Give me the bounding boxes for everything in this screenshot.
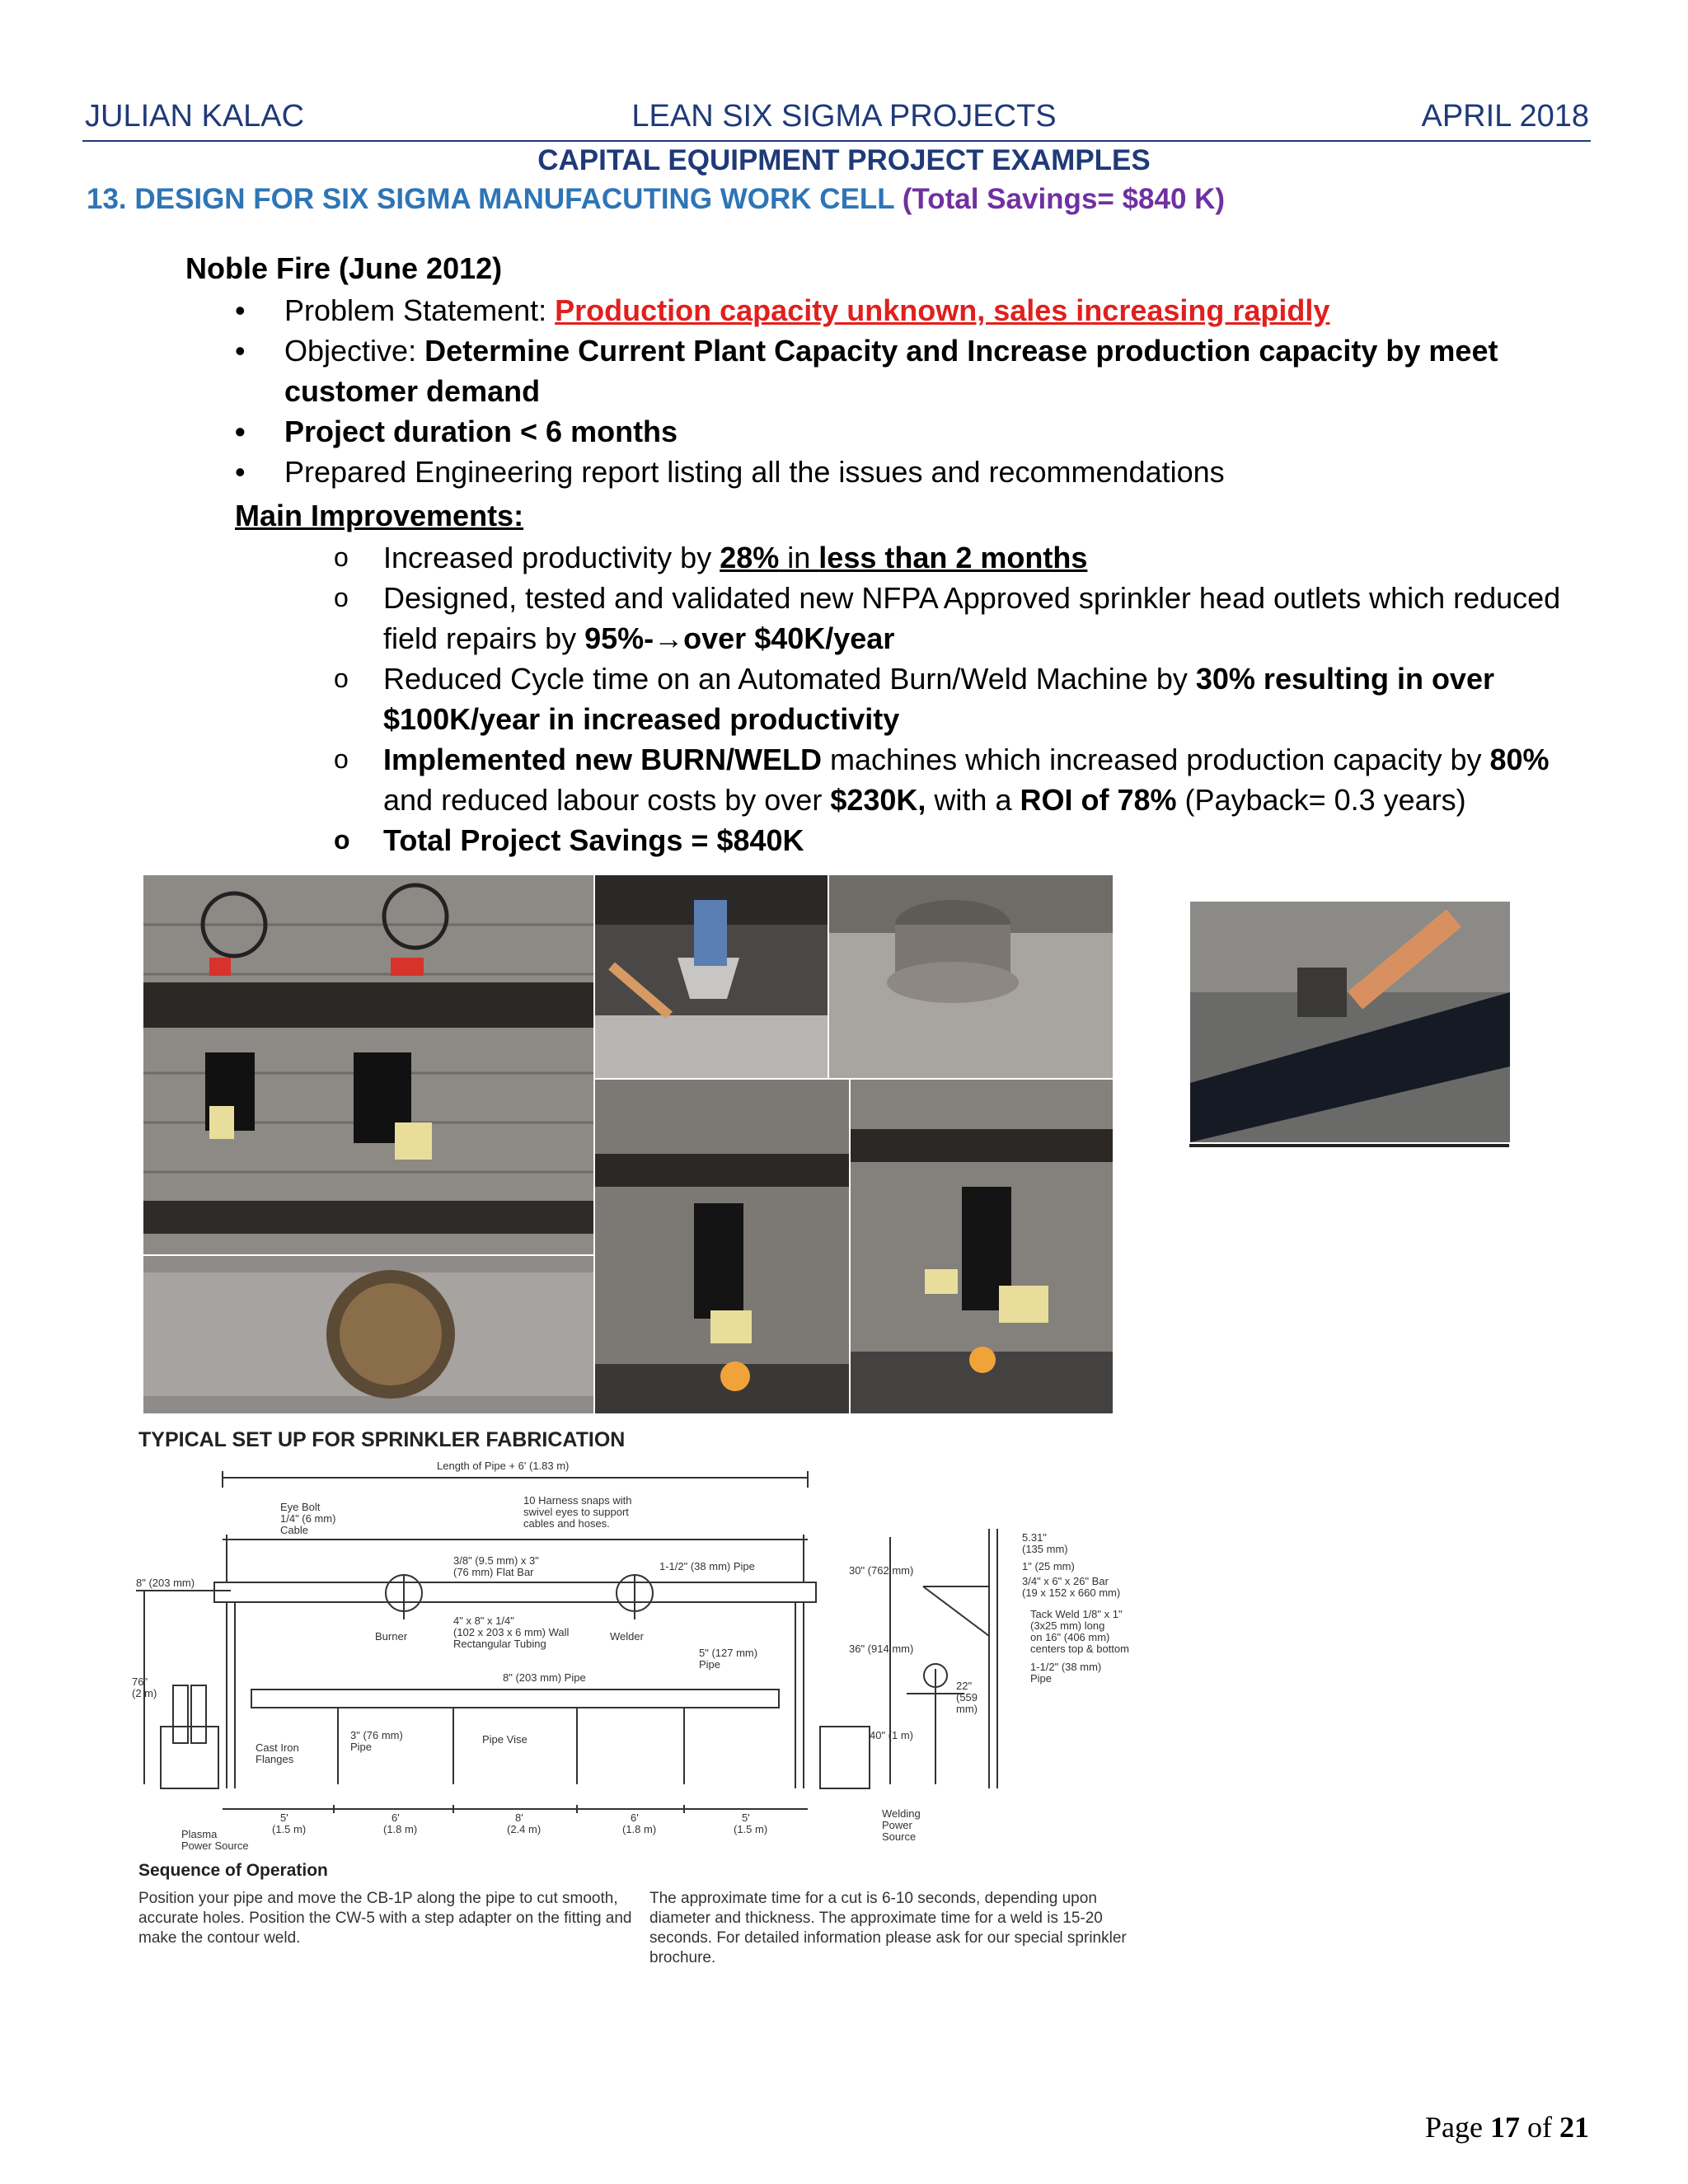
diagram-label: (1.8 m) (622, 1823, 657, 1835)
diagram-label: 30" (762 mm) (849, 1564, 914, 1577)
bullet-report: • Prepared Engineering report listing all the issues and recommendations (235, 452, 1570, 492)
section-title (87, 183, 1225, 216)
header-rule (82, 140, 1591, 142)
diagram-label: mm) (956, 1703, 978, 1715)
header-author: JULIAN KALAC (85, 99, 305, 134)
diagram-label: (135 mm) (1022, 1543, 1068, 1555)
diagram-label: (1.8 m) (383, 1823, 418, 1835)
diagram-label: (1.5 m) (272, 1823, 307, 1835)
cut-hole-photo (142, 1254, 595, 1415)
diagram-label: centers top & bottom (1030, 1643, 1129, 1655)
diagram-label: Eye Bolt (280, 1501, 321, 1513)
section-title-text: 13. DESIGN FOR SIX SIGMA MANUFACUTING WORK CELL (87, 183, 895, 215)
improvement-text: with a (926, 783, 1020, 817)
objective-value: Determine Current Plant Capacity and Increase production capacity by meet customer demand (284, 334, 1498, 408)
diagram-label: Plasma (181, 1828, 218, 1840)
burn-weld-machine-photo (142, 874, 595, 1256)
diagram-label: Length of Pipe + 6' (1.83 m) (437, 1460, 570, 1472)
diagram-label: 1-1/2" (38 mm) Pipe (659, 1560, 755, 1572)
sequence-title: Sequence of Operation (138, 1861, 328, 1880)
problem-value: Production capacity unknown, sales increasing rapidly (555, 293, 1330, 327)
bullet-problem (235, 290, 1570, 330)
improvement-highlight: 30% resulting in over $100K/year in increased productivity (383, 662, 1494, 736)
improvement-highlight: ROI of 78% (1020, 783, 1177, 817)
improvement-highlight: 28% (720, 541, 780, 574)
diagram-label: Source (882, 1830, 917, 1843)
diagram-label: 8' (515, 1811, 523, 1824)
company-heading: Noble Fire (June 2012) (185, 251, 503, 285)
improvement-highlight: Implemented new BURN/WELD (383, 743, 823, 776)
diagram-label: cables and hoses. (523, 1517, 610, 1530)
improvement-text: machines which increased production capacity by (822, 743, 1490, 776)
improvement-item (334, 578, 1587, 658)
improvement-text: in (779, 541, 819, 574)
diagram-label: (1.5 m) (734, 1823, 768, 1835)
bullet-duration: • Project duration < 6 months (235, 411, 1570, 452)
improvements-list (334, 537, 1587, 860)
improvement-text: Increased productivity by (383, 541, 720, 574)
sequence-right-text: The approximate time for a cut is 6-10 seconds, depending upon diameter and thickness. The approximate time for a weld is 15-20 seconds. For detailed information please ask for our special sprinkler brochure. (649, 1890, 1127, 1966)
page-total: 21 (1559, 2111, 1589, 2144)
diagram-label: 5" (127 mm) (699, 1647, 758, 1659)
bullet-list (235, 290, 1570, 492)
improvement-item (334, 658, 1587, 739)
improvement-item (334, 537, 1587, 578)
diagram-label: 6' (631, 1811, 639, 1824)
diagram-label: 10 Harness snaps with (523, 1494, 632, 1507)
diagram-label: Rectangular Tubing (453, 1638, 546, 1650)
diagram-label: 3/4" x 6" x 26" Bar (1022, 1575, 1109, 1587)
diagram-label: (2 m) (132, 1687, 157, 1699)
diagram-label: (19 x 152 x 660 mm) (1022, 1586, 1121, 1599)
diagram-label: Pipe (699, 1658, 721, 1671)
page-subtitle: CAPITAL EQUIPMENT PROJECT EXAMPLES (537, 144, 1151, 176)
diagram-label: 3/8" (9.5 mm) x 3" (453, 1554, 539, 1567)
diagram-label: 1-1/2" (38 mm) (1030, 1661, 1102, 1673)
diagram-label: Cast Iron (256, 1741, 299, 1754)
pipe-outlet-photo (828, 874, 1114, 1080)
diagram-label: swivel eyes to support (523, 1506, 629, 1518)
diagram-label: Pipe Vise (482, 1733, 528, 1746)
diagram-label: Flanges (256, 1753, 294, 1765)
improvement-highlight: less than 2 months (818, 541, 1088, 574)
diagram-label: Power Source (181, 1840, 249, 1852)
diagram-label: Power (882, 1819, 912, 1831)
diagram-label: 22" (956, 1680, 973, 1692)
improvement-highlight: 95%-→over $40K/year (584, 621, 895, 655)
welder-photo (849, 1078, 1114, 1415)
objective-label: Objective: (284, 334, 425, 368)
diagram-label: Cable (280, 1524, 308, 1536)
diagram-label: Burner (375, 1630, 408, 1643)
section-savings: (Total Savings= $840 K) (902, 183, 1226, 215)
diagram-label: 1" (25 mm) (1022, 1560, 1075, 1572)
diagram-label: Welder (610, 1630, 644, 1643)
page-label: Page (1425, 2111, 1490, 2144)
improvements-title: Main Improvements: (235, 499, 524, 532)
cutting-head-photo (593, 874, 829, 1080)
diagram-label: 6' (392, 1811, 400, 1824)
improvement-text: Reduced Cycle time on an Automated Burn/Weld Machine by (383, 662, 1196, 696)
page-current: 17 (1490, 2111, 1520, 2144)
header-title: LEAN SIX SIGMA PROJECTS (631, 99, 1057, 134)
improvement-text: and reduced labour costs by over (383, 783, 831, 817)
improvement-item: o Total Project Savings = $840K (334, 820, 1587, 860)
diagram-label: Welding (882, 1807, 921, 1820)
diagram-label: 4" x 8" x 1/4" (453, 1615, 514, 1627)
diagram-label: 8" (203 mm) (136, 1577, 195, 1589)
diagram-label: on 16" (406 mm) (1030, 1631, 1110, 1643)
photo-divider (1189, 1144, 1509, 1147)
improvement-text: Designed, tested and validated new NFPA Approved sprinkler head outlets which reduced field repairs by (383, 581, 1561, 655)
diagram-label: 40" (1 m) (870, 1729, 914, 1741)
diagram-label: 8" (203 mm) Pipe (503, 1671, 586, 1684)
improvement-text: (Payback= 0.3 years) (1176, 783, 1466, 817)
diagram-label: Pipe (1030, 1672, 1053, 1685)
bullet-objective (235, 330, 1570, 411)
problem-label: Problem Statement: (284, 293, 556, 327)
sprinkler-setup-diagram (132, 1455, 1162, 1867)
diagram-label: 5' (742, 1811, 750, 1824)
diagram-label: 1/4" (6 mm) (280, 1512, 336, 1525)
diagram-label: 76" (132, 1675, 148, 1688)
header-date: APRIL 2018 (1421, 99, 1589, 134)
diagram-label: Pipe (350, 1741, 373, 1753)
page-of-label: of (1520, 2111, 1559, 2144)
improvement-highlight: $230K, (830, 783, 926, 817)
sprinkler-outlet-welding-photo (1189, 900, 1512, 1144)
diagram-label: 5' (280, 1811, 288, 1824)
diagram-title: TYPICAL SET UP FOR SPRINKLER FABRICATION (138, 1428, 626, 1451)
sequence-left-text: Position your pipe and move the CB-1P along the pipe to cut smooth, accurate holes. Position the CW-5 with a step adapter on the fitting and make the contour weld. (138, 1890, 632, 1947)
diagram-label: (102 x 203 x 6 mm) Wall (453, 1626, 570, 1638)
improvement-highlight: 80% (1489, 743, 1550, 776)
page-number (1425, 2110, 1589, 2144)
diagram-label: Tack Weld 1/8" x 1" (1030, 1608, 1123, 1620)
diagram-label: (76 mm) Flat Bar (453, 1566, 534, 1578)
diagram-label: (559 (956, 1691, 978, 1704)
diagram-label: 3" (76 mm) (350, 1729, 403, 1741)
diagram-label: (2.4 m) (507, 1823, 542, 1835)
diagram-label: 36" (914 mm) (849, 1643, 914, 1655)
diagram-label: 5.31" (1022, 1531, 1047, 1544)
burner-photo (593, 1078, 851, 1415)
improvement-item (334, 739, 1587, 820)
diagram-label: (3x25 mm) long (1030, 1619, 1105, 1632)
